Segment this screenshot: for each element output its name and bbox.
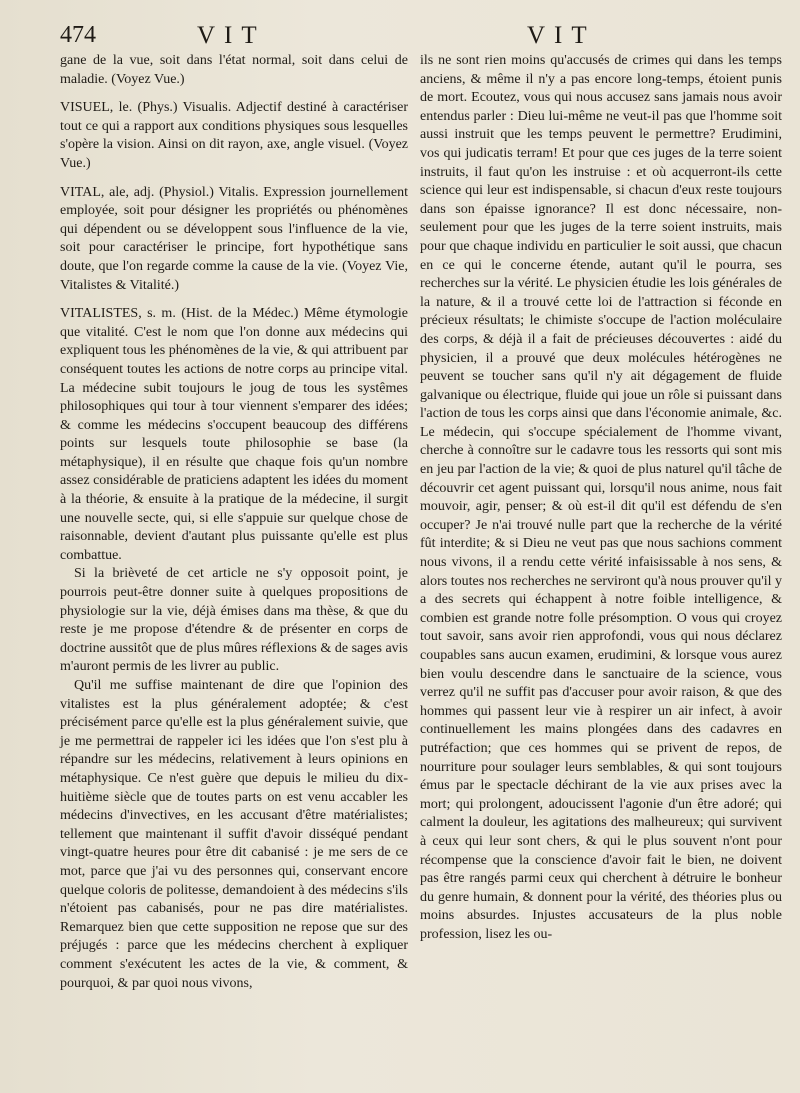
running-head-right: VIT [527, 22, 596, 49]
left-column [60, 52, 408, 993]
entry-vitalistes: VITALISTES, s. m. (Hist. de la Médec.) Même étymologie que vitalité. C'est le nom que l'on donne aux médecins qui expliquent tous les phénomènes de la vie, & qui attribuent par conséquent toutes les actions de notre corps au principe vital. La médecine subit toujours le joug de tous les systêmes philosophiques qui tour à tour viennent s'emparer des idées; & comme les médecins s'occupent beaucoup des différens points sur lesquels toute philosophie se base (la métaphysique), il en résulte que chaque fois qu'un nombre assez considérable de praticiens adaptent les idées du moment à la théorie, & ensuite à la pratique de la médecine, il surgit une nouvelle secte, qui, si elle s'appuie sur quelque chose de raisonnable, devient d'autant plus puissante qu'elle est plus combattue. [60, 306, 408, 563]
right-column [420, 52, 782, 945]
paragraph: Si la brièveté de cet article ne s'y opposoit point, je pourrois peut-être donner suite à quelques propositions de physiologie sur la vie, déjà émises dans ma thèse, & que du reste je me propose d'étendre & de présenter en corps de doctrine aussitôt que de plus mûres réflexions & de sages avis m'auront permis de les livrer au public. [60, 566, 408, 675]
entry-vital: VITAL, ale, adj. (Physiol.) Vitalis. Expression journellement employée, soit pour désigner les propriétés ou phénomènes qui dépendent ou se développent sous l'influence de la vie, soit pour caractériser le principe, fort hypothétique sans doute, que l'on regarde comme la cause de la vie. (Voyez Vie, Vitalistes & Vitalité.) [60, 184, 408, 293]
paragraph-continuation: ils ne sont rien moins qu'accusés de crimes qui dans les temps anciens, & même il n'y a pas encore long-temps, étoient punis de mort. Ecoutez, vous qui nous accusez sans jamais nous avoir entendus parler : Dieu lui-même ne veut-il pas que l'homme soit aussi instruit que les temps peuvent le permettre? Erudimini, vos qui judicatis terram! Et pour que ces juges de la terre soient instruits, il faut qu'on les instruise : et où acquerront-ils cette science qui leur est indispensable, si chacun d'eux reste toujours dans son épaisse ignorance? Il est donc nécessaire, non-seulement pour que les juges de la terre soient instruits, mais pour que chaque individu en particulier le soit aussi, que chacun en ce qui le concerne étende, autant qu'il le pourra, ses recherches sur la vérité. Le physicien étudie les lois générales de la nature, & il a trouvé cette loi de l'attraction si féconde en précieux résultats; le chimiste s'occupe de l'action moléculaire des corps, & déjà il a fait de précieuses découvertes : aidé du physicien, il a prouvé que deux molécules hétérogènes ne peuvent se toucher sans qu'il n'y ait dégagement de fluide galvanique ou électrique, fluide qui joue un rôle si puissant dans l'action de tous les corps ainsi que dans l'économie animale, &c. Le médecin, qui s'occupe spécialement de l'homme vivant, cherche à connoître sur le cadavre tous les ressorts qui sont mis en jeu par l'action de la vie; & quoi de plus naturel qu'il tâche de découvrir cet agent puissant qui, lorsqu'il nous anime, nous fait mouvoir, agir, penser; & où est-il dit qu'il est défendu de s'en occuper? Je n'ai trouvé nulle part que la recherche de la vérité fût interdite; & si Dieu ne veut pas que nous sachions comment nous vivons, il a rendu cette vérité infaisissable à nos sens, & alors toutes nos recherches ne serviront qu'à nous prouver qu'il y a des secrets qui échappent à notre foible intelligence, & combien est grande notre folle présomption. O vous qui croyez tout savoir, sans avoir rien approfondi, vous qui nous déclarez coupables sans aucun examen, erudimini, & lorsque vous aurez bien voulu descendre dans le sanctuaire de la science, vous verrez qu'il ne suffit pas d'accuser pour avoir raison, & que des hommes qui passent leur vie à respirer un air infect, à avoir continuellement les mains plongées dans des cadavres en putréfaction; que ces hommes qui se privent de repos, de nourriture pour soulager leurs semblables, & qui sont toujours émus par le spectacle déchirant de la vie aux prises avec la mort; qui prolongent, adoucissent l'agonie d'un être adoré; qui calment la douleur, les agitations des malheureux; qui survivent à ceux qui leur sont chers, & qui le plus souvent n'ont pour récompense que la conscience d'avoir fait le bien, ne doivent pas être rangés parmi ceux qui cherchent à détruire le bonheur du genre humain, & donnent pour la vérité, des théories plus ou moins absurdes. Injustes accusateurs de la plus noble profession, lisez les ou- [420, 53, 782, 942]
paragraph: Qu'il me suffise maintenant de dire que l'opinion des vitalistes est la plus généralement adoptée; & c'est précisément parce qu'elle est la plus généralement suivie, que je me permettrai de rappeler ici les idées que l'on s'est plu à répandre sur les médecins, relativement à leurs opinions en métaphysique. Ce n'est guère que depuis le milieu du dix-huitième siècle que de toutes parts on est venu accabler les médecins d'invectives, en les accusant d'être matérialistes; tellement que maintenant il suffit d'avoir disséqué pendant vingt-quatre heures pour être dit cabanisé : je me sers de ce mot, parce que j'ai vu des personnes qui, conservant encore quelque coloris de politesse, demandoient à des médecins s'ils n'étoient pas cabanisés, pour ne pas dire matérialistes. Remarquez bien que cette supposition ne repose que sur des préjugés : parce que les médecins cherchent à expliquer comment s'exécutent les actes de la vie, & comment, & pourquoi, & par quoi nous vivons, [60, 678, 408, 991]
page-number: 474 [60, 22, 96, 48]
paragraph-continuation: gane de la vue, soit dans l'état normal, soit dans celui de maladie. (Voyez Vue.) [60, 53, 408, 87]
running-head-left: VIT [197, 22, 266, 49]
entry-visuel: VISUEL, le. (Phys.) Visualis. Adjectif destiné à caractériser tout ce qui a rapport aux conditions physiques sous lesquelles s'opère la vision. Ainsi on dit rayon, axe, angle visuel. (Voyez Vue.) [60, 100, 408, 171]
page-header [0, 22, 800, 52]
